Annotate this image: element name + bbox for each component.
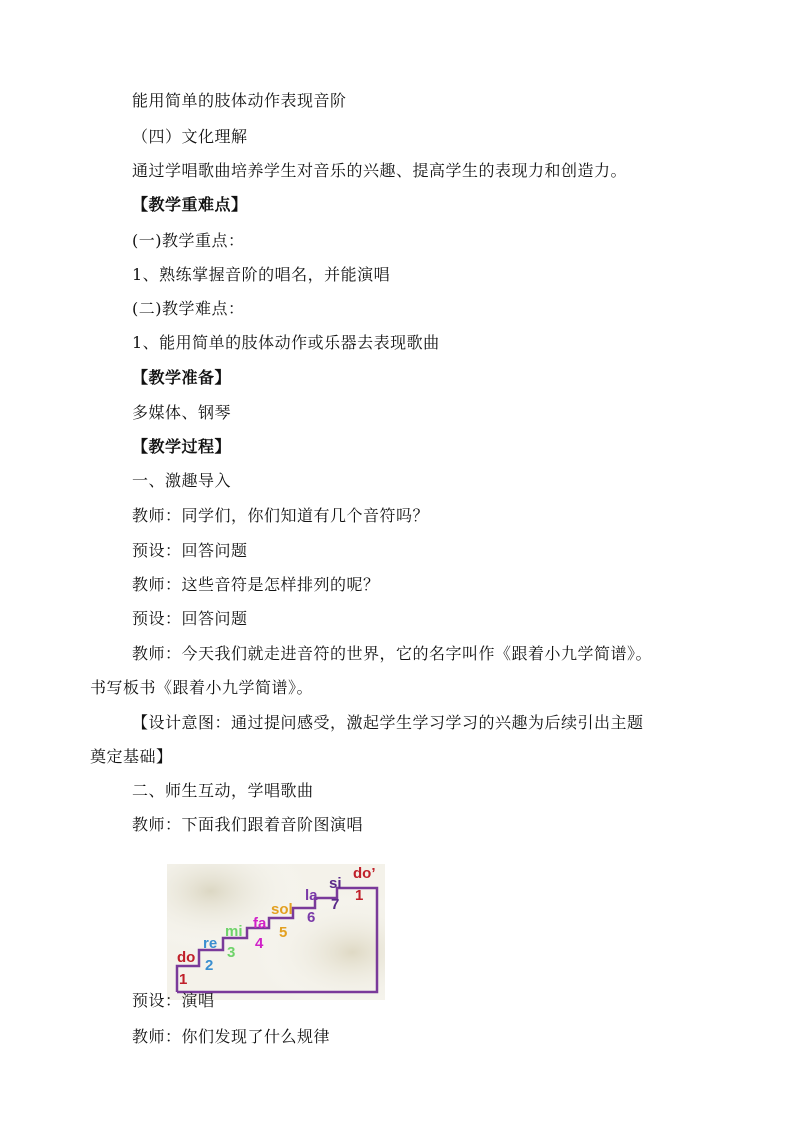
scale-staircase-figure	[167, 864, 385, 1000]
scale-note-name: si	[329, 875, 342, 892]
scale-note-name: fa	[253, 915, 267, 932]
scale-note-number: 3	[227, 944, 236, 961]
teacher-line-5: 教师：你们发现了什么规律	[132, 1027, 331, 1046]
teacher-line-4: 教师：下面我们跟着音阶图演唱	[132, 815, 364, 834]
scale-note-number: 5	[279, 924, 288, 941]
heading-difficult-points: (二)教学难点：	[132, 299, 245, 318]
scale-note-name: do	[177, 949, 196, 966]
scale-note-number: 2	[205, 957, 214, 974]
design-intent: 【设计意图：通过提问感受，激起学生学习学习的兴趣为后续引出主题	[132, 713, 644, 732]
heading-teaching-preparation: 【教学准备】	[132, 368, 232, 387]
background-blossom-right	[167, 864, 385, 1000]
paragraph-scale-movement: 能用简单的肢体动作表现音阶	[132, 91, 347, 110]
expected-answer-1: 预设：回答问题	[132, 541, 248, 560]
expected-answer-3: 预设：演唱	[132, 991, 215, 1010]
teacher-line-1: 教师：同学们，你们知道有几个音符吗？	[132, 506, 430, 525]
scale-note-name: do’	[353, 865, 376, 882]
section-intro: 一、激趣导入	[132, 471, 232, 490]
scale-note-name: la	[305, 887, 318, 904]
difficult-point-1: 1、能用简单的肢体动作或乐器去表现歌曲	[132, 333, 440, 352]
scale-note-number: 4	[255, 935, 264, 952]
design-intent-cont: 奠定基础】	[90, 747, 173, 766]
staircase-svg	[167, 864, 385, 1000]
scale-note-name: sol	[271, 901, 293, 918]
paragraph-culture-goal: 通过学唱歌曲培养学生对音乐的兴趣、提高学生的表现力和创造力。	[132, 161, 628, 180]
teacher-line-3: 教师：今天我们就走进音符的世界，它的名字叫作《跟着小九学简谱》。	[132, 644, 653, 663]
heading-culture-understanding: （四）文化理解	[132, 127, 248, 146]
scale-note-number: 7	[331, 896, 340, 913]
scale-note-name: re	[203, 935, 218, 952]
heading-key-difficulties: 【教学重难点】	[132, 195, 248, 214]
board-writing: 书写板书《跟着小九学简谱》。	[90, 678, 314, 697]
teacher-line-2: 教师：这些音符是怎样排列的呢？	[132, 575, 380, 594]
heading-teaching-process: 【教学过程】	[132, 437, 232, 456]
scale-note-number: 6	[307, 909, 316, 926]
scale-note-number: 1	[355, 887, 364, 904]
section-interaction: 二、师生互动，学唱歌曲	[132, 781, 314, 800]
scale-note-name: mi	[225, 923, 243, 940]
preparation-items: 多媒体、钢琴	[132, 403, 232, 422]
key-point-1: 1、熟练掌握音阶的唱名，并能演唱	[132, 265, 391, 284]
expected-answer-2: 预设：回答问题	[132, 609, 248, 628]
heading-key-points: (一)教学重点：	[132, 231, 245, 250]
scale-note-number: 1	[179, 971, 188, 988]
